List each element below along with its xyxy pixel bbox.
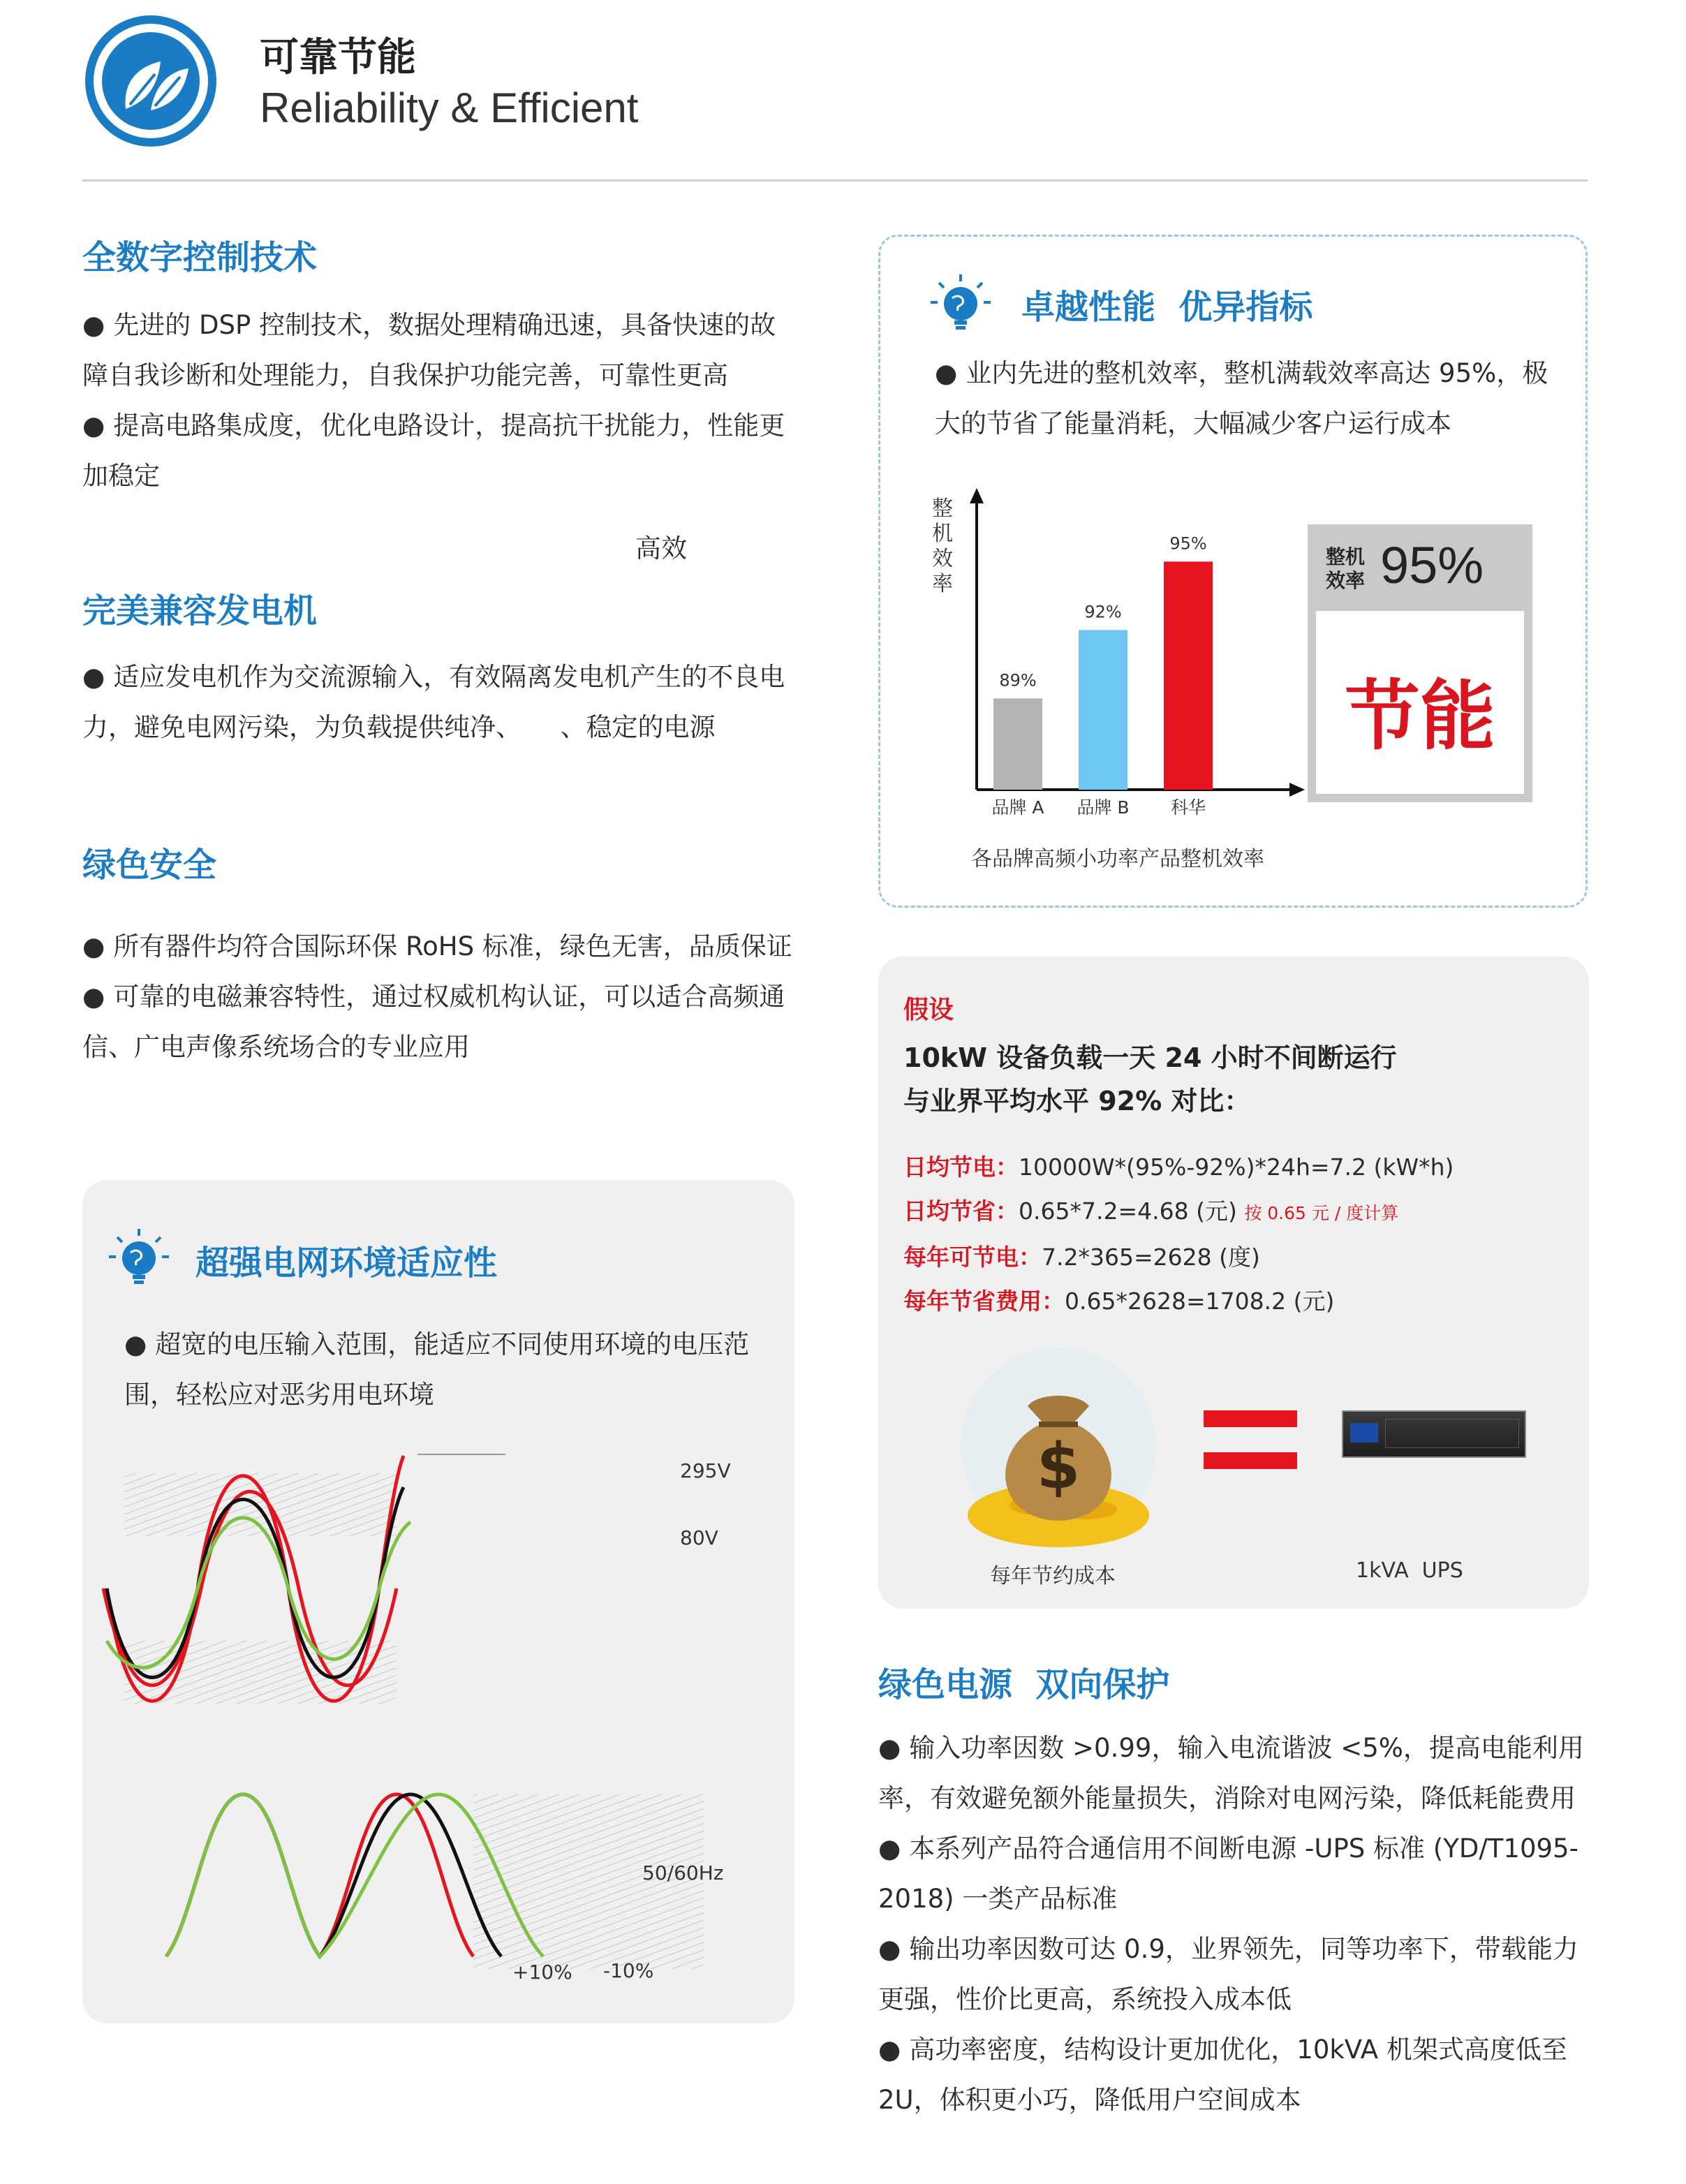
- assume-label: 假设: [903, 996, 954, 1024]
- section-title-green-safety: 绿色安全: [82, 846, 217, 885]
- calc-row: 每年节省费用：0.65*2628=1708.2 (元): [903, 1287, 1335, 1315]
- bullet-item: ● 适应发电机作为交流源输入，有效隔离发电机产生的不良电力，避免电网污染，为负载提供纯净、 、稳定的电源: [82, 652, 794, 753]
- category-label: 品牌 B: [1077, 797, 1130, 818]
- bar-0: [993, 698, 1042, 790]
- ups-caption: 1kVA UPS: [1356, 1558, 1463, 1583]
- badge-inner: [1316, 611, 1524, 794]
- category-label: 品牌 A: [991, 797, 1044, 818]
- efficiency-bar-chart: [957, 488, 1306, 818]
- calc-rows: [903, 1145, 1574, 1323]
- calc-row: 每年可节电：7.2*365=2628 (度): [903, 1244, 1260, 1271]
- ups-device-icon: [1342, 1410, 1526, 1458]
- efficiency-badge: [1308, 524, 1532, 802]
- freq-label: 50/60Hz: [642, 1861, 724, 1884]
- bar-value-label: 89%: [999, 670, 1037, 691]
- performance-text: [935, 348, 1549, 449]
- section-title-generator: 完美兼容发电机: [82, 591, 318, 630]
- globe-bulb-icon: [929, 272, 992, 334]
- bullet-item: ● 输入功率因数 >0.99，输入电流谐波 <5%，提高电能利用率，有效避免额外能量损失，消除对电网污染，降低耗能费用: [878, 1723, 1590, 1824]
- bullet-item: ● 提高电路集成度，优化电路设计，提高抗干扰能力，性能更加稳定: [82, 401, 794, 501]
- money-bag-icon: [961, 1348, 1156, 1543]
- calc-row: 日均节省：0.65*7.2=4.68 (元) 按 0.65 元 / 度计算: [903, 1197, 1399, 1225]
- bar-value-label: 92%: [1084, 602, 1122, 622]
- stray-text: 高效: [635, 533, 687, 563]
- assume-line2: 与业界平均水平 92% 对比：: [903, 1086, 1251, 1116]
- freq-offset-plus: +10%: [512, 1961, 572, 1984]
- bullet-item: ● 本系列产品符合通信用不间断电源 -UPS 标准 (YD/T1095-2018) 一类产品标准: [878, 1824, 1590, 1924]
- section-text-digital-control: [82, 300, 794, 501]
- badge-value: 95%: [1380, 536, 1484, 594]
- header-divider: [82, 179, 1588, 182]
- voltage-label-80v: 80V: [680, 1526, 718, 1549]
- money-caption: 每年节约成本: [990, 1564, 1116, 1588]
- performance-title: 卓越性能 优异指标: [1021, 288, 1313, 327]
- calc-row: 日均节电：10000W*(95%-92%)*24h=7.2 (kW*h): [903, 1153, 1454, 1181]
- section-text-green-safety: [82, 922, 794, 1072]
- bar-2: [1164, 561, 1213, 790]
- dollar-sign: $: [1036, 1430, 1081, 1503]
- assume-line1: 10kW 设备负载一天 24 小时不间断运行: [903, 1042, 1397, 1073]
- page-title-en: Reliability & Efficient: [260, 84, 639, 131]
- y-axis-arrow: [970, 488, 984, 503]
- bullet-item: ● 超宽的电压输入范围，能适应不同使用环境的电压范围，轻松应对恶劣用电环境: [124, 1320, 767, 1420]
- section-title-green-power: 绿色电源 双向保护: [878, 1665, 1170, 1704]
- bullet-item: ● 业内先进的整机效率，整机满载效率高达 95%，极大的节省了能量消耗，大幅减少客户运行成本: [935, 348, 1549, 449]
- section-text-generator: [82, 652, 794, 753]
- efficiency-ylabel: 整机效率: [932, 496, 953, 596]
- equals-sign: [1204, 1410, 1297, 1469]
- badge-label: 整机 效率: [1326, 545, 1366, 592]
- freq-wave-red: [166, 1794, 473, 1956]
- page-title-cn: 可靠节能: [260, 35, 416, 80]
- bullet-item: ● 输出功率因数可达 0.9，业界领先，同等功率下，带载能力更强，性价比更高，系统投入成本低: [878, 1924, 1590, 2025]
- header-logo: [82, 13, 219, 149]
- bullet-item: ● 可靠的电磁兼容特性，通过权威机构认证，可以适合高频通信、广电声像系统场合的专业应用: [82, 972, 794, 1072]
- section-text-green-power: [878, 1723, 1590, 2125]
- chart-caption: 各品牌高频小功率产品整机效率: [971, 847, 1264, 871]
- bar-value-label: 95%: [1169, 533, 1207, 554]
- savings-calculation-panel: [878, 957, 1589, 1609]
- section-title-digital-control: 全数字控制技术: [82, 238, 318, 277]
- category-label: 科华: [1170, 797, 1206, 818]
- voltage-wave-figure: [82, 1180, 794, 2023]
- bullet-item: ● 所有器件均符合国际环保 RoHS 标准，绿色无害，品质保证: [82, 922, 794, 972]
- badge-word: 节能: [1344, 673, 1495, 760]
- grid-adaptability-panel: [82, 1180, 794, 2023]
- freq-offset-minus: -10%: [603, 1959, 654, 1982]
- bullet-item: ● 先进的 DSP 控制技术，数据处理精确迅速，具备快速的故障自我诊断和处理能力，自我保护功能完善，可靠性更高: [82, 300, 794, 401]
- leaf-logo-icon: [82, 13, 219, 149]
- bullet-item: ● 高功率密度，结构设计更加优化，10kVA 机架式高度低至 2U，体积更小巧，降低用户空间成本: [878, 2025, 1590, 2125]
- x-axis-arrow: [1289, 783, 1305, 797]
- grid-panel-title: 超强电网环境适应性: [195, 1244, 498, 1283]
- performance-panel: [878, 235, 1588, 908]
- voltage-label-295v: 295V: [680, 1459, 731, 1482]
- bar-1: [1079, 630, 1127, 790]
